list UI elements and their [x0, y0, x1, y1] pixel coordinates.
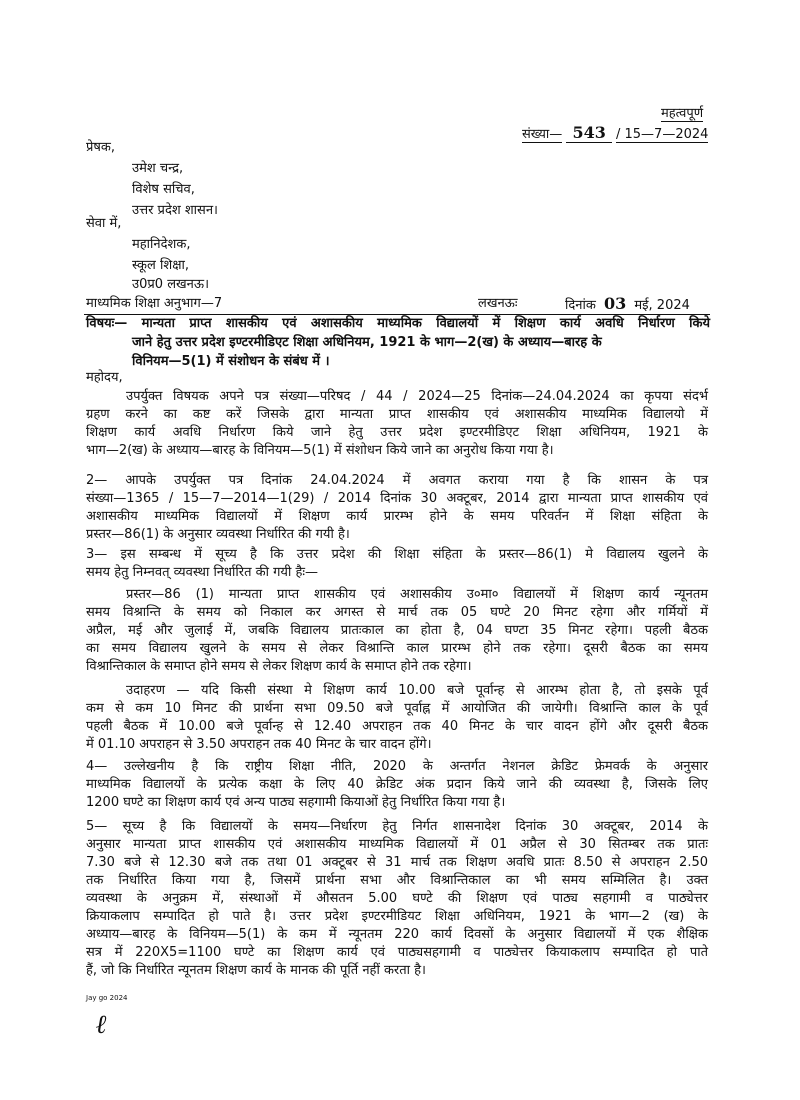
- sender-designation: विशेष सचिव,: [132, 182, 195, 197]
- section-name: माध्यमिक शिक्षा अनुभाग—7: [86, 296, 223, 311]
- paragraph-3a: प्रस्तर—86 (1) मान्यता प्राप्त शासकीय एवं अशासकीय उ०मा० विद्यालयों में शिक्षण कार्य न्यूनतम समय विश्रान्ति के समय को निकाल कर अगस्त से मार्च तक 05 घण्टे 20 मिनट रहेगा और गर्मियों में अप्रैल, मई और जुलाई में, जबकि विद्यालय प्रातःकाल का होता है, 04 घण्टा 35 मिनट रहेगा। पहली बैठक का समय विद्यालय खुलने के समय से लेकर विश्रान्ति काल प्रारम्भ होने तक रहेगा। दूसरी बैठक का समय विश्रान्तिकाल के समाप्त होने समय से लेकर शिक्षण कार्य के समाप्त होने तक रहेगा।: [86, 587, 708, 674]
- paragraph-1: उपर्युक्त विषयक अपने पत्र संख्या—परिषद / 44 / 2024—25 दिनांक—24.04.2024 का कृपया संदर्भ ग्रहण करने का कष्ट करें जिसके द्वारा मान्यता प्राप्त शासकीय एवं अशासकीय माध्यमिक विद्यालयो में शिक्षण कार्य अवधि निर्धारण किये जाने हेतु उत्तर प्रदेश इण्टरमीडिएट शिक्षा अधिनियम, 1921 के भाग—2(ख) के अध्याय—बारह के विनियम—5(1) में संशोधन किये जाने का अनुरोध किया गया है।: [86, 389, 708, 458]
- initial-mark: ℓ: [96, 1010, 108, 1040]
- salutation: महोदय,: [86, 370, 123, 385]
- recipient-location: उ0प्र0 लखनऊ।: [132, 277, 209, 292]
- date: दिनांक 03 मई, 2024: [565, 294, 690, 313]
- subject: विषयः— मान्यता प्राप्त शासकीय एवं अशासकीय माध्यमिक विद्यालयों में शिक्षण कार्य अवधि निर्धारण किये जाने हेतु उत्तर प्रदेश इण्टरमीडिएट शिक्षा अधिनियम, 1921 के भाग—2(ख) के अध्याय—बारह के विनियम—5(1) में संशोधन के संबंध में ।: [86, 316, 710, 369]
- importance-label: महत्वपूर्ण: [661, 106, 704, 121]
- paragraph-4: 4— उल्लेखनीय है कि राष्ट्रीय शिक्षा नीति, 2020 के अन्तर्गत नेशनल क्रेडिट फ्रेमवर्क के अनुसार माध्यमिक विद्यालयों के प्रत्येक कक्षा के लिए 40 क्रेडिट अंक प्रदान किये जाने की व्यवस्था है, जिसके लिए 1200 घण्टे का शिक्षण कार्य एवं अन्य पाठ्य सहगामी कियाओं हेतु निर्धारित किया गया है।: [86, 759, 708, 810]
- reference-number: संख्या— 543 / 15—7—2024: [522, 123, 709, 142]
- sender-label: प्रेषक,: [86, 140, 116, 155]
- paragraph-3: 3— इस सम्बन्ध में सूच्य है कि उत्तर प्रदेश की शिक्षा संहिता के प्रस्तर—86(1) मे विद्यालय खुलने के समय हेतु निम्नवत् व्यवस्था निर्धारित की गयी हैः—: [86, 547, 708, 580]
- handwritten-date-day: 03: [603, 294, 627, 313]
- place: लखनऊः: [478, 296, 518, 311]
- recipient-designation: महानिदेशक,: [132, 237, 191, 252]
- recipient-label: सेवा में,: [86, 216, 122, 231]
- sender-org: उत्तर प्रदेश शासन।: [132, 203, 218, 218]
- paragraph-5: 5— सूच्य है कि विद्यालयों के समय—निर्धारण हेतु निर्गत शासनादेश दिनांक 30 अक्टूबर, 2014 के अनुसार मान्यता प्राप्त शासकीय एवं अशासकीय माध्यमिक विद्यालयों में 01 अप्रैल से 30 सितम्बर तक प्रातः 7.30 बजे से 12.30 बजे तक तथा 01 अक्टूबर से 31 मार्च तक शिक्षण अवधि प्रातः 8.50 से अपराहन 2.50 तक निर्धारित किया गया है, जिसमें प्रार्थना सभा और विश्रान्तिकाल का भी समय सम्मिलित है। उक्त व्यवस्था के अनुक्रम में, संस्थाओं में औसतन 5.00 घण्टे की शिक्षण एवं पाठ्य सहगामी व पाठ्येत्तर क्रियाकलाप सम्पादित हो पाते है। उत्तर प्रदेश इण्टरमीडियट शिक्षा अधिनियम, 1921 के भाग—2 (ख) के अध्याय—बारह के विनियम—5(1) के कम में न्यूनतम 220 कार्य दिवसों के अनुसार विद्यालयों में एक शैक्षिक सत्र में 220X5=1100 घण्टे का शिक्षण कार्य एवं पाठ्यसहगामी व पाठ्येत्तर कियाकलाप सम्पादित हो पाते हैं, जो कि निर्धारित न्यूनतम शिक्षण कार्य के मानक की पूर्ति नहीं करता है।: [86, 819, 708, 978]
- recipient-dept: स्कूल शिक्षा,: [132, 258, 190, 273]
- paragraph-2: 2— आपके उपर्युक्त पत्र दिनांक 24.04.2024 में अवगत कराया गया है कि शासन के पत्र संख्या—1365 / 15—7—2014—1(29) / 2014 दिनांक 30 अक्टूबर, 2014 द्वारा मान्यता प्राप्त शासकीय एवं अशासकीय माध्यमिक विद्यालयों में शिक्षण कार्य प्रारम्भ होने के समय परिवर्तन में शिक्षा संहिता के प्रस्तर—86(1) के अनुसार व्यवस्था निर्धारित की गयी है।: [86, 473, 708, 542]
- sender-name: उमेश चन्द्र,: [132, 161, 184, 176]
- file-note: Jay go 2024: [86, 994, 128, 1002]
- paragraph-3b: उदाहरण — यदि किसी संस्था मे शिक्षण कार्य 10.00 बजे पूर्वान्ह से आरम्भ होता है, तो इसके पूर्व कम से कम 10 मिनट की प्रार्थना सभा 09.50 बजे पूर्वाह्न में आयोजित की जायेगी। विश्रान्ति काल के पूर्व पहली बैठक में 10.00 बजे पूर्वान्ह से 12.40 अपराहन तक 40 मिनट के चार वादन होंगे और दूसरी बैठक में 01.10 अपराहन से 3.50 अपराहन तक 40 मिनट के चार वादन होंगे।: [86, 683, 708, 752]
- handwritten-number: 543: [566, 123, 611, 143]
